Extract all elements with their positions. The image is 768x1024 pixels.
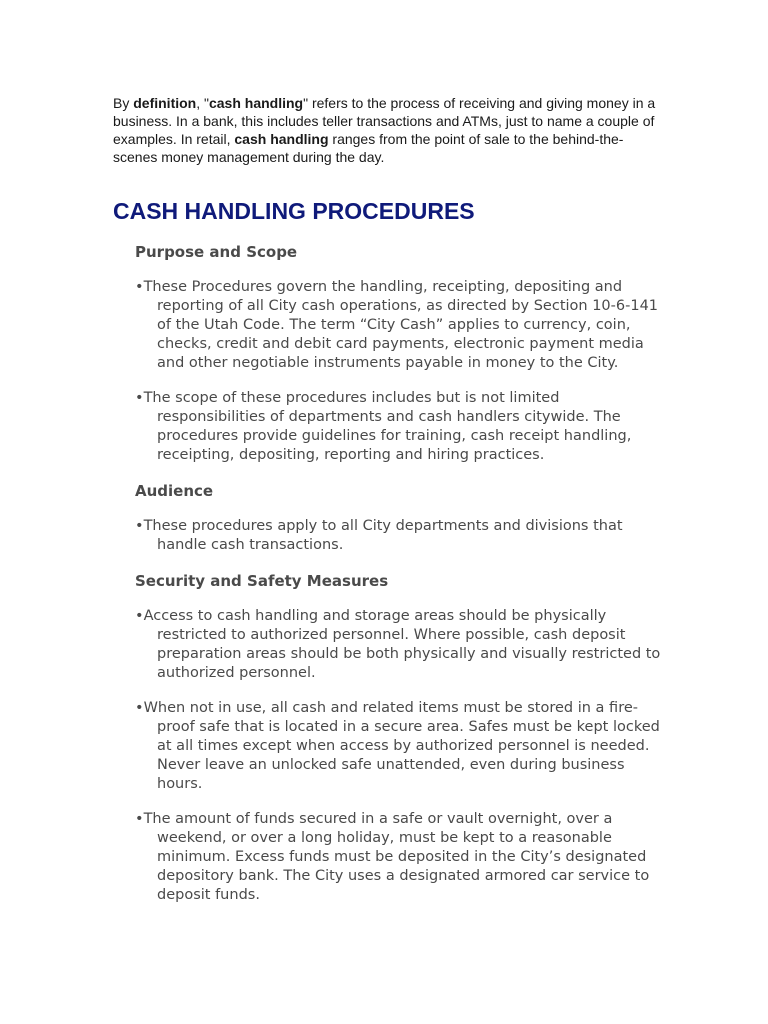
list-item-text: These Procedures govern the handling, receipting, depositing and reporting of all City cash operations, as directed by Section 10-6-141 of the Utah Code. The term “City Cash” applies to currency, coin, checks, credit and debit card payments, electronic payment media and other negotiable instruments payable in money to the City. xyxy=(143,279,659,371)
list-item-text: The scope of these procedures includes but is not limited responsibilities of departments and cash handlers citywide. The procedures provide guidelines for training, cash receipt handling, receipting, depositing, reporting and hiring practices. xyxy=(143,390,632,463)
list-item xyxy=(135,278,665,373)
list-item xyxy=(135,607,665,683)
list-item-text: When not in use, all cash and related items must be stored in a fire-proof safe that is located in a secure area. Safes must be kept locked at all times except when access by authorized personnel is needed. Never leave an unlocked safe unattended, even during business hours. xyxy=(143,700,660,792)
bullet-icon: • xyxy=(135,608,144,624)
list-item xyxy=(135,517,665,555)
bullet-icon: • xyxy=(135,279,144,295)
intro-text-3: " refers to the process of receiving and giving money in a business. In a bank, this includes teller transactions and ATMs, just to name a couple of examples. In retail, xyxy=(113,95,656,147)
section-title-security-safety: Security and Safety Measures xyxy=(135,572,389,590)
bullet-icon: • xyxy=(135,390,144,406)
list-item xyxy=(135,699,665,794)
bullet-icon: • xyxy=(135,518,144,534)
list-item-text: Access to cash handling and storage areas should be physically restricted to authorized personnel. Where possible, cash deposit preparation areas should be both physically and visually restricted to authorized personnel. xyxy=(143,608,661,681)
bullet-icon: • xyxy=(135,700,144,716)
intro-text-1: By xyxy=(113,95,134,111)
list-item-text: These procedures apply to all City departments and divisions that handle cash transactions. xyxy=(143,518,623,553)
intro-paragraph xyxy=(113,94,661,166)
intro-bold-cash-handling-2: cash handling xyxy=(234,131,329,147)
bullet-icon: • xyxy=(135,811,144,827)
list-item xyxy=(135,389,665,465)
page-title: CASH HANDLING PROCEDURES xyxy=(113,198,475,224)
intro-bold-cash-handling-1: cash handling xyxy=(208,95,304,111)
procedures-content xyxy=(135,242,665,921)
section-title-purpose-scope: Purpose and Scope xyxy=(135,243,298,261)
intro-text-4: ranges from the point of sale to the behind-the-scenes money management during the day. xyxy=(113,131,624,165)
section-title-audience: Audience xyxy=(135,482,214,500)
list-item-text: The amount of funds secured in a safe or vault overnight, over a weekend, or over a long holiday, must be kept to a reasonable minimum. Excess funds must be deposited in the City’s designated depository bank. The City uses a designated armored car service to deposit funds. xyxy=(143,811,650,903)
list-item xyxy=(135,810,665,905)
intro-text-2: , " xyxy=(196,95,209,111)
intro-bold-definition: definition xyxy=(133,95,197,111)
